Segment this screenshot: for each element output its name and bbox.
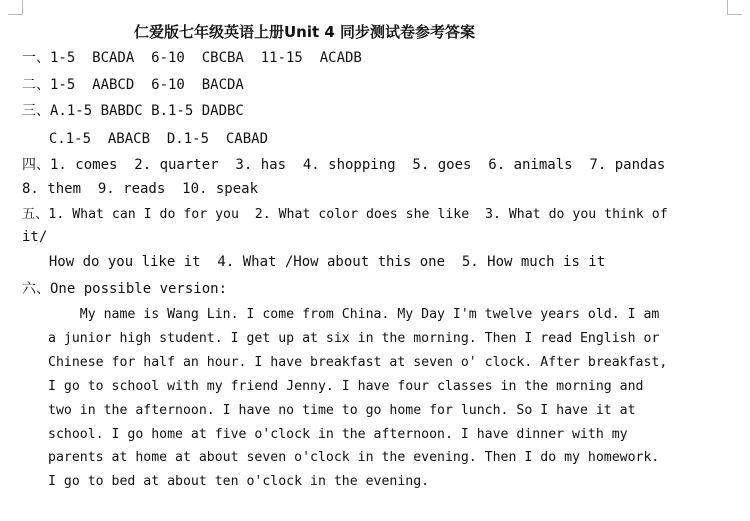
essay-line-5: two in the afternoon. I have no time to go home for lunch. So I have it at xyxy=(48,403,636,418)
answer-line-4: C.1-5 ABACB D.1-5 CABAD xyxy=(32,131,269,147)
essay-line-7: parents at home at about seven o'clock in the evening. Then I do my homework. xyxy=(48,450,660,465)
essay-line-2: a junior high student. I get up at six in the morning. Then I read English or xyxy=(48,331,660,346)
answer-line-9: How do you like it 4. What /How about this one 5. How much is it xyxy=(32,254,606,270)
answer-line-1: 一、1-5 BCADA 6-10 CBCBA 11-15 ACADB xyxy=(22,50,362,66)
answer-line-6: 8. them 9. reads 10. speak xyxy=(22,181,259,197)
answer-line-7: 五、1. What can I do for you 2. What color does she like 3. What do you think of xyxy=(22,207,668,222)
document-title: 仁爱版七年级英语上册Unit 4 同步测试卷参考答案 xyxy=(134,23,476,41)
essay-line-4: I go to school with my friend Jenny. I have four classes in the morning and xyxy=(48,379,644,394)
page-corner-mark-right xyxy=(727,0,742,15)
essay-line-3: Chinese for half an hour. I have breakfast at seven o' clock. After breakfast, xyxy=(48,355,668,370)
answer-line-10: 六、One possible version: xyxy=(22,281,228,297)
page-corner-mark-left xyxy=(8,0,23,15)
answer-line-5: 四、1. comes 2. quarter 3. has 4. shopping 5. goes 6. animals 7. pandas xyxy=(22,157,666,173)
essay-line-1: My name is Wang Lin. I come from China. My Day I'm twelve years old. I am xyxy=(48,307,660,322)
answer-line-3: 三、A.1-5 BABDC B.1-5 DADBC xyxy=(22,103,244,119)
answer-line-8: it/ xyxy=(22,229,48,245)
essay-line-8: I go to bed at about ten o'clock in the evening. xyxy=(48,474,430,489)
essay-line-6: school. I go home at five o'clock in the afternoon. I have dinner with my xyxy=(48,427,628,442)
answer-line-2: 二、1-5 AABCD 6-10 BACDA xyxy=(22,77,244,93)
